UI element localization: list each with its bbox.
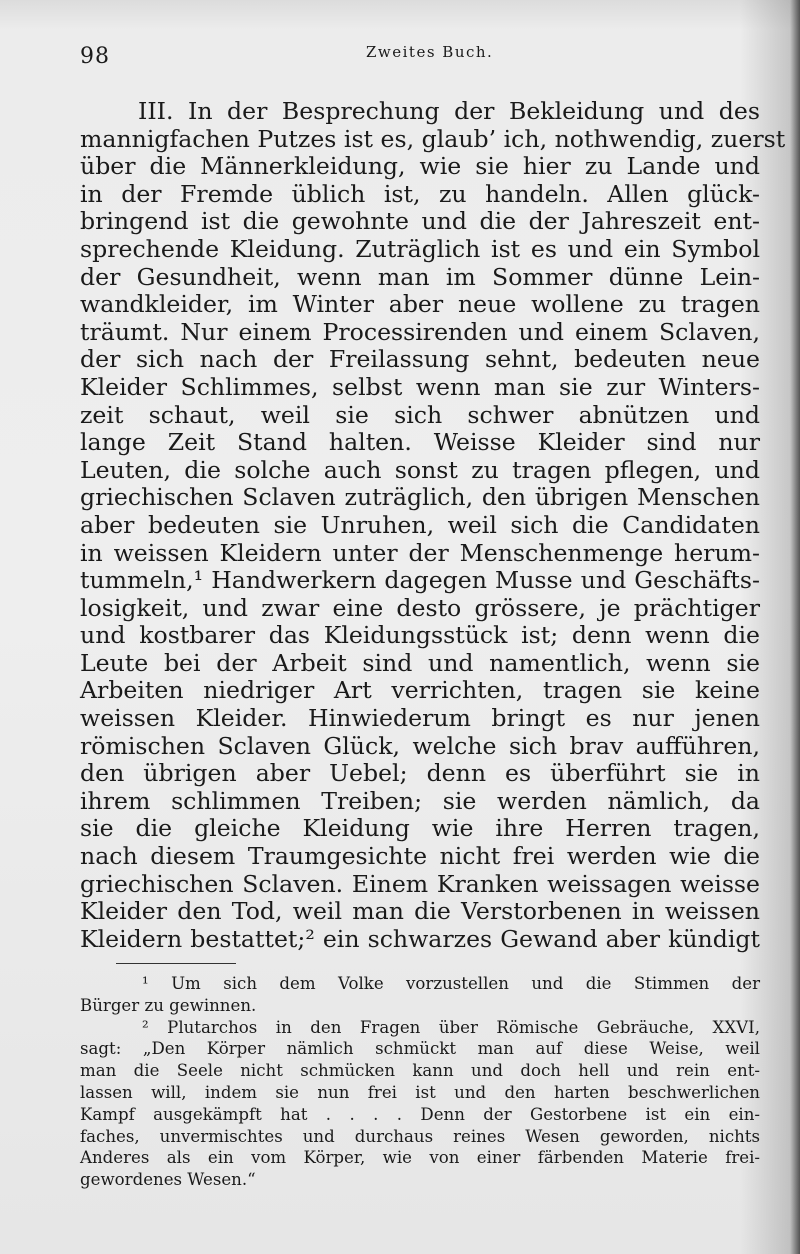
text-line: Leuten, die solche auch sonst zu tragen pflegen, und bbox=[80, 455, 760, 484]
text-line: aber bedeuten sie Unruhen, weil sich die Candidaten bbox=[80, 510, 760, 539]
text-line: und kostbarer das Kleidungsstück ist; denn wenn die bbox=[80, 621, 760, 650]
text-line: griechischen Sclaven zuträglich, den übrigen Menschen bbox=[80, 483, 760, 512]
text-line: ihrem schlimmen Treiben; sie werden nämlich, da bbox=[80, 786, 760, 815]
page-header bbox=[80, 40, 760, 70]
page-number: 98 bbox=[80, 44, 110, 69]
text-line: der Gesundheit, wenn man im Sommer dünne Lein- bbox=[80, 262, 760, 291]
text-line: tummeln,¹ Handwerkern dagegen Musse und Geschäfts- bbox=[80, 566, 760, 595]
text-line: über die Männerkleidung, wie sie hier zu Lande und bbox=[80, 152, 760, 181]
text-line: nach diesem Traumgesichte nicht frei werden wie die bbox=[80, 842, 760, 871]
text-line: sie die gleiche Kleidung wie ihre Herren tragen, bbox=[80, 814, 760, 843]
footnote-line: faches, unvermischtes und durchaus reines Wesen geworden, nichts bbox=[80, 1126, 760, 1146]
text-line: bringend ist die gewohnte und die der Jahreszeit ent- bbox=[80, 207, 760, 236]
text-line: römischen Sclaven Glück, welche sich brav aufführen, bbox=[80, 731, 760, 760]
footnote-line: sagt: „Den Körper nämlich schmückt man auf diese Weise, weil bbox=[80, 1039, 760, 1059]
footnote-divider bbox=[116, 963, 236, 964]
text-line: träumt. Nur einem Processirenden und einem Sclaven, bbox=[80, 317, 760, 346]
text-line: lange Zeit Stand halten. Weisse Kleider sind nur bbox=[80, 428, 760, 457]
text-line: Kleidern bestattet;² ein schwarzes Gewand aber kündigt bbox=[80, 924, 760, 953]
text-line: den übrigen aber Uebel; denn es überführt sie in bbox=[80, 759, 760, 788]
text-line: der sich nach der Freilassung sehnt, bedeuten neue bbox=[80, 345, 760, 374]
running-head: Zweites Buch. bbox=[366, 43, 494, 61]
footnote-line: man die Seele nicht schmücken kann und doch hell und rein ent- bbox=[80, 1061, 760, 1081]
text-line: sprechende Kleidung. Zuträglich ist es und ein Symbol bbox=[80, 234, 760, 263]
text-line: Kleider Schlimmes, selbst wenn man sie zur Winters- bbox=[80, 372, 760, 401]
footnote-line: Anderes als ein vom Körper, wie von einer färbenden Materie frei- bbox=[80, 1148, 760, 1168]
text-line: zeit schaut, weil sie sich schwer abnützen und bbox=[80, 400, 760, 429]
footnotes bbox=[80, 973, 760, 1191]
footnote-line: ¹ Um sich dem Volke vorzustellen und die Stimmen der bbox=[142, 974, 760, 993]
text-line: Leute bei der Arbeit sind und namentlich, wenn sie bbox=[80, 648, 760, 677]
text-line: Kleider den Tod, weil man die Verstorbenen in weissen bbox=[80, 897, 760, 926]
text-line: in weissen Kleidern unter der Menschenmenge herum- bbox=[80, 538, 760, 567]
footnote-line: gewordenes Wesen.“ bbox=[80, 1170, 256, 1190]
footnote-line: Bürger zu gewinnen. bbox=[80, 995, 257, 1015]
text-line: wandkleider, im Winter aber neue wollene zu tragen bbox=[80, 290, 760, 319]
text-line: Arbeiten niedriger Art verrichten, tragen sie keine bbox=[80, 676, 760, 705]
footnote-line: ² Plutarchos in den Fragen über Römische Gebräuche, XXVI, bbox=[142, 1017, 760, 1037]
footnote-line: lassen will, indem sie nun frei ist und den harten beschwerlichen bbox=[80, 1082, 760, 1102]
main-text bbox=[80, 97, 786, 953]
text-line: weissen Kleider. Hinwiederum bringt es nur jenen bbox=[80, 704, 760, 733]
text-line: griechischen Sclaven. Einem Kranken weissagen weisse bbox=[80, 869, 760, 898]
text-line: mannigfachen Putzes ist es, glaub’ ich, nothwendig, zuerst bbox=[80, 124, 786, 153]
footnote-line: Kampf ausgekämpft hat . . . . Denn der Gestorbene ist ein ein- bbox=[80, 1104, 760, 1124]
text-line: III. In der Besprechung der Bekleidung und des bbox=[138, 97, 760, 125]
text-line: losigkeit, und zwar eine desto grössere, je prächtiger bbox=[80, 593, 760, 622]
text-line: in der Fremde üblich ist, zu handeln. Allen glück- bbox=[80, 179, 760, 208]
